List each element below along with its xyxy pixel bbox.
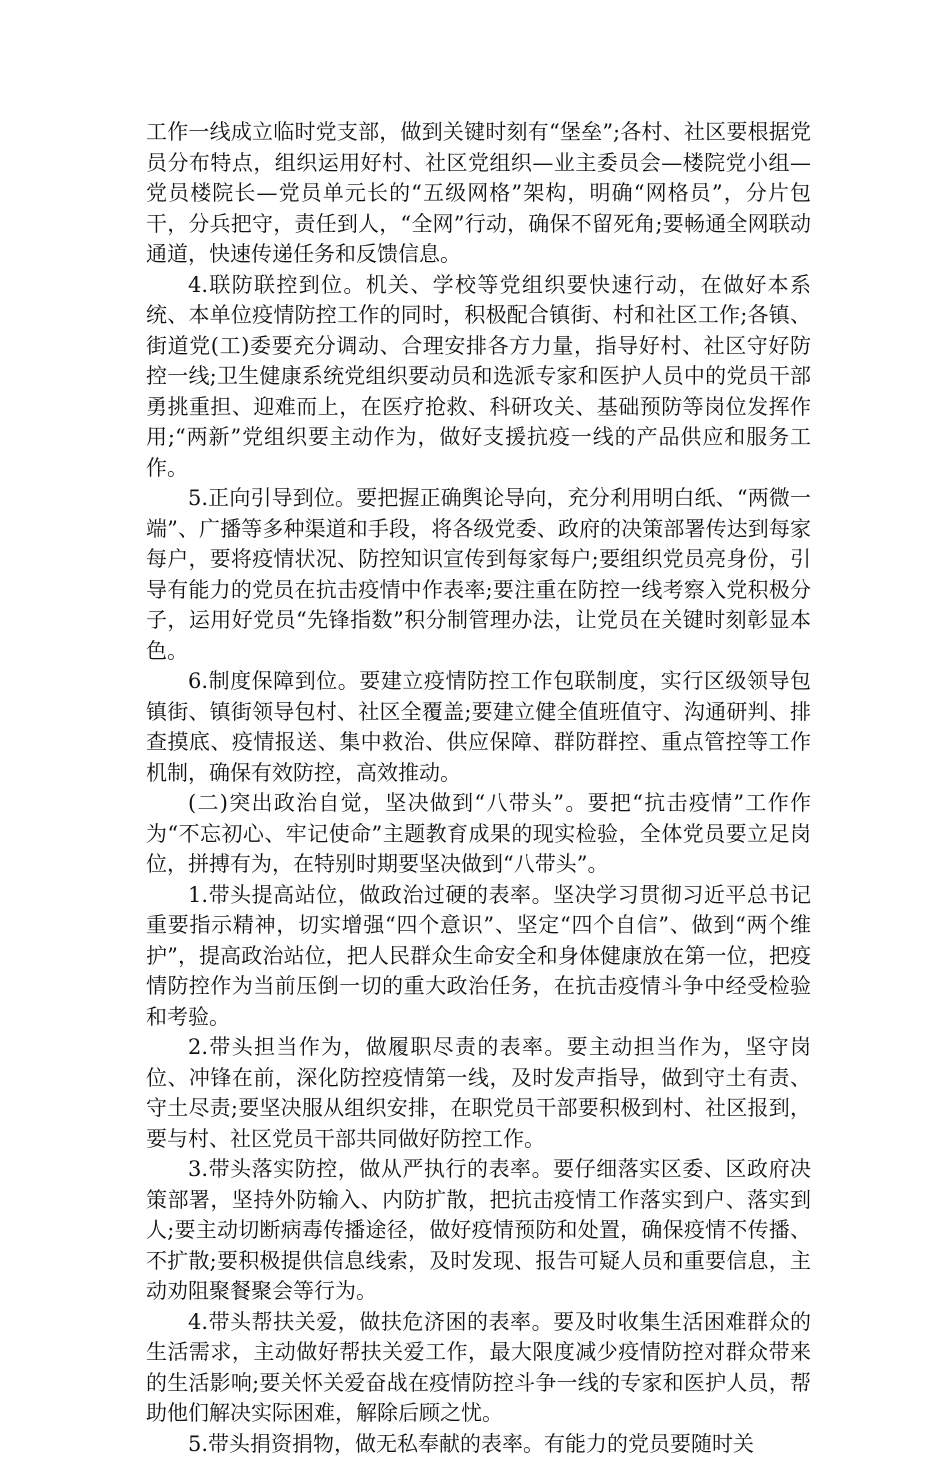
document-body <box>146 117 811 1459</box>
paragraph: (二)突出政治自觉，坚决做到“八带头”。要把“抗击疫情”工作作为“不忘初心、牢记使命”主题教育成果的现实检验，全体党员要立足岗位，拼搏有为，在特别时期要坚决做到“八带头”。 <box>146 788 811 880</box>
paragraph: 5.正向引导到位。要把握正确舆论导向，充分利用明白纸、“两微一端”、广播等多种渠道和手段，将各级党委、政府的决策部署传达到每家每户，要将疫情状况、防控知识宣传到每家每户;要组织党员亮身份，引导有能力的党员在抗击疫情中作表率;要注重在防控一线考察入党积极分子，运用好党员“先锋指数”积分制管理办法，让党员在关键时刻彰显本色。 <box>146 483 811 666</box>
paragraph: 5.带头捐资捐物，做无私奉献的表率。有能力的党员要随时关 <box>146 1429 811 1459</box>
paragraph: 6.制度保障到位。要建立疫情防控工作包联制度，实行区级领导包镇街、镇街领导包村、社区全覆盖;要建立健全值班值守、沟通研判、排查摸底、疫情报送、集中救治、供应保障、群防群控、重点管控等工作机制，确保有效防控，高效推动。 <box>146 666 811 788</box>
paragraph: 4.带头帮扶关爱，做扶危济困的表率。要及时收集生活困难群众的生活需求，主动做好帮扶关爱工作，最大限度减少疫情防控对群众带来的生活影响;要关怀关爱奋战在疫情防控斗争一线的专家和医护人员，帮助他们解决实际困难，解除后顾之忧。 <box>146 1307 811 1429</box>
paragraph: 1.带头提高站位，做政治过硬的表率。坚决学习贯彻习近平总书记重要指示精神，切实增强“四个意识”、坚定“四个自信”、做到“两个维护”，提高政治站位，把人民群众生命安全和身体健康放在第一位，把疫情防控作为当前压倒一切的重大政治任务，在抗击疫情斗争中经受检验和考验。 <box>146 880 811 1033</box>
paragraph: 2.带头担当作为，做履职尽责的表率。要主动担当作为，坚守岗位、冲锋在前，深化防控疫情第一线，及时发声指导，做到守土有责、守土尽责;要坚决服从组织安排，在职党员干部要积极到村、社区报到，要与村、社区党员干部共同做好防控工作。 <box>146 1032 811 1154</box>
paragraph: 4.联防联控到位。机关、学校等党组织要快速行动，在做好本系统、本单位疫情防控工作的同时，积极配合镇街、村和社区工作;各镇、街道党(工)委要充分调动、合理安排各方力量，指导好村、社区守好防控一线;卫生健康系统党组织要动员和选派专家和医护人员中的党员干部勇挑重担、迎难而上，在医疗抢救、科研攻关、基础预防等岗位发挥作用;“两新”党组织要主动作为，做好支援抗疫一线的产品供应和服务工作。 <box>146 270 811 484</box>
paragraph: 3.带头落实防控，做从严执行的表率。要仔细落实区委、区政府决策部署，坚持外防输入、内防扩散，把抗击疫情工作落实到户、落实到人;要主动切断病毒传播途径，做好疫情预防和处置，确保疫情不传播、不扩散;要积极提供信息线索，及时发现、报告可疑人员和重要信息，主动劝阻聚餐聚会等行为。 <box>146 1154 811 1307</box>
paragraph: 工作一线成立临时党支部，做到关键时刻有“堡垒”;各村、社区要根据党员分布特点，组织运用好村、社区党组织—业主委员会—楼院党小组—党员楼院长—党员单元长的“五级网格”架构，明确“网格员”，分片包干，分兵把守，责任到人，“全网”行动，确保不留死角;要畅通全网联动通道，快速传递任务和反馈信息。 <box>146 117 811 270</box>
